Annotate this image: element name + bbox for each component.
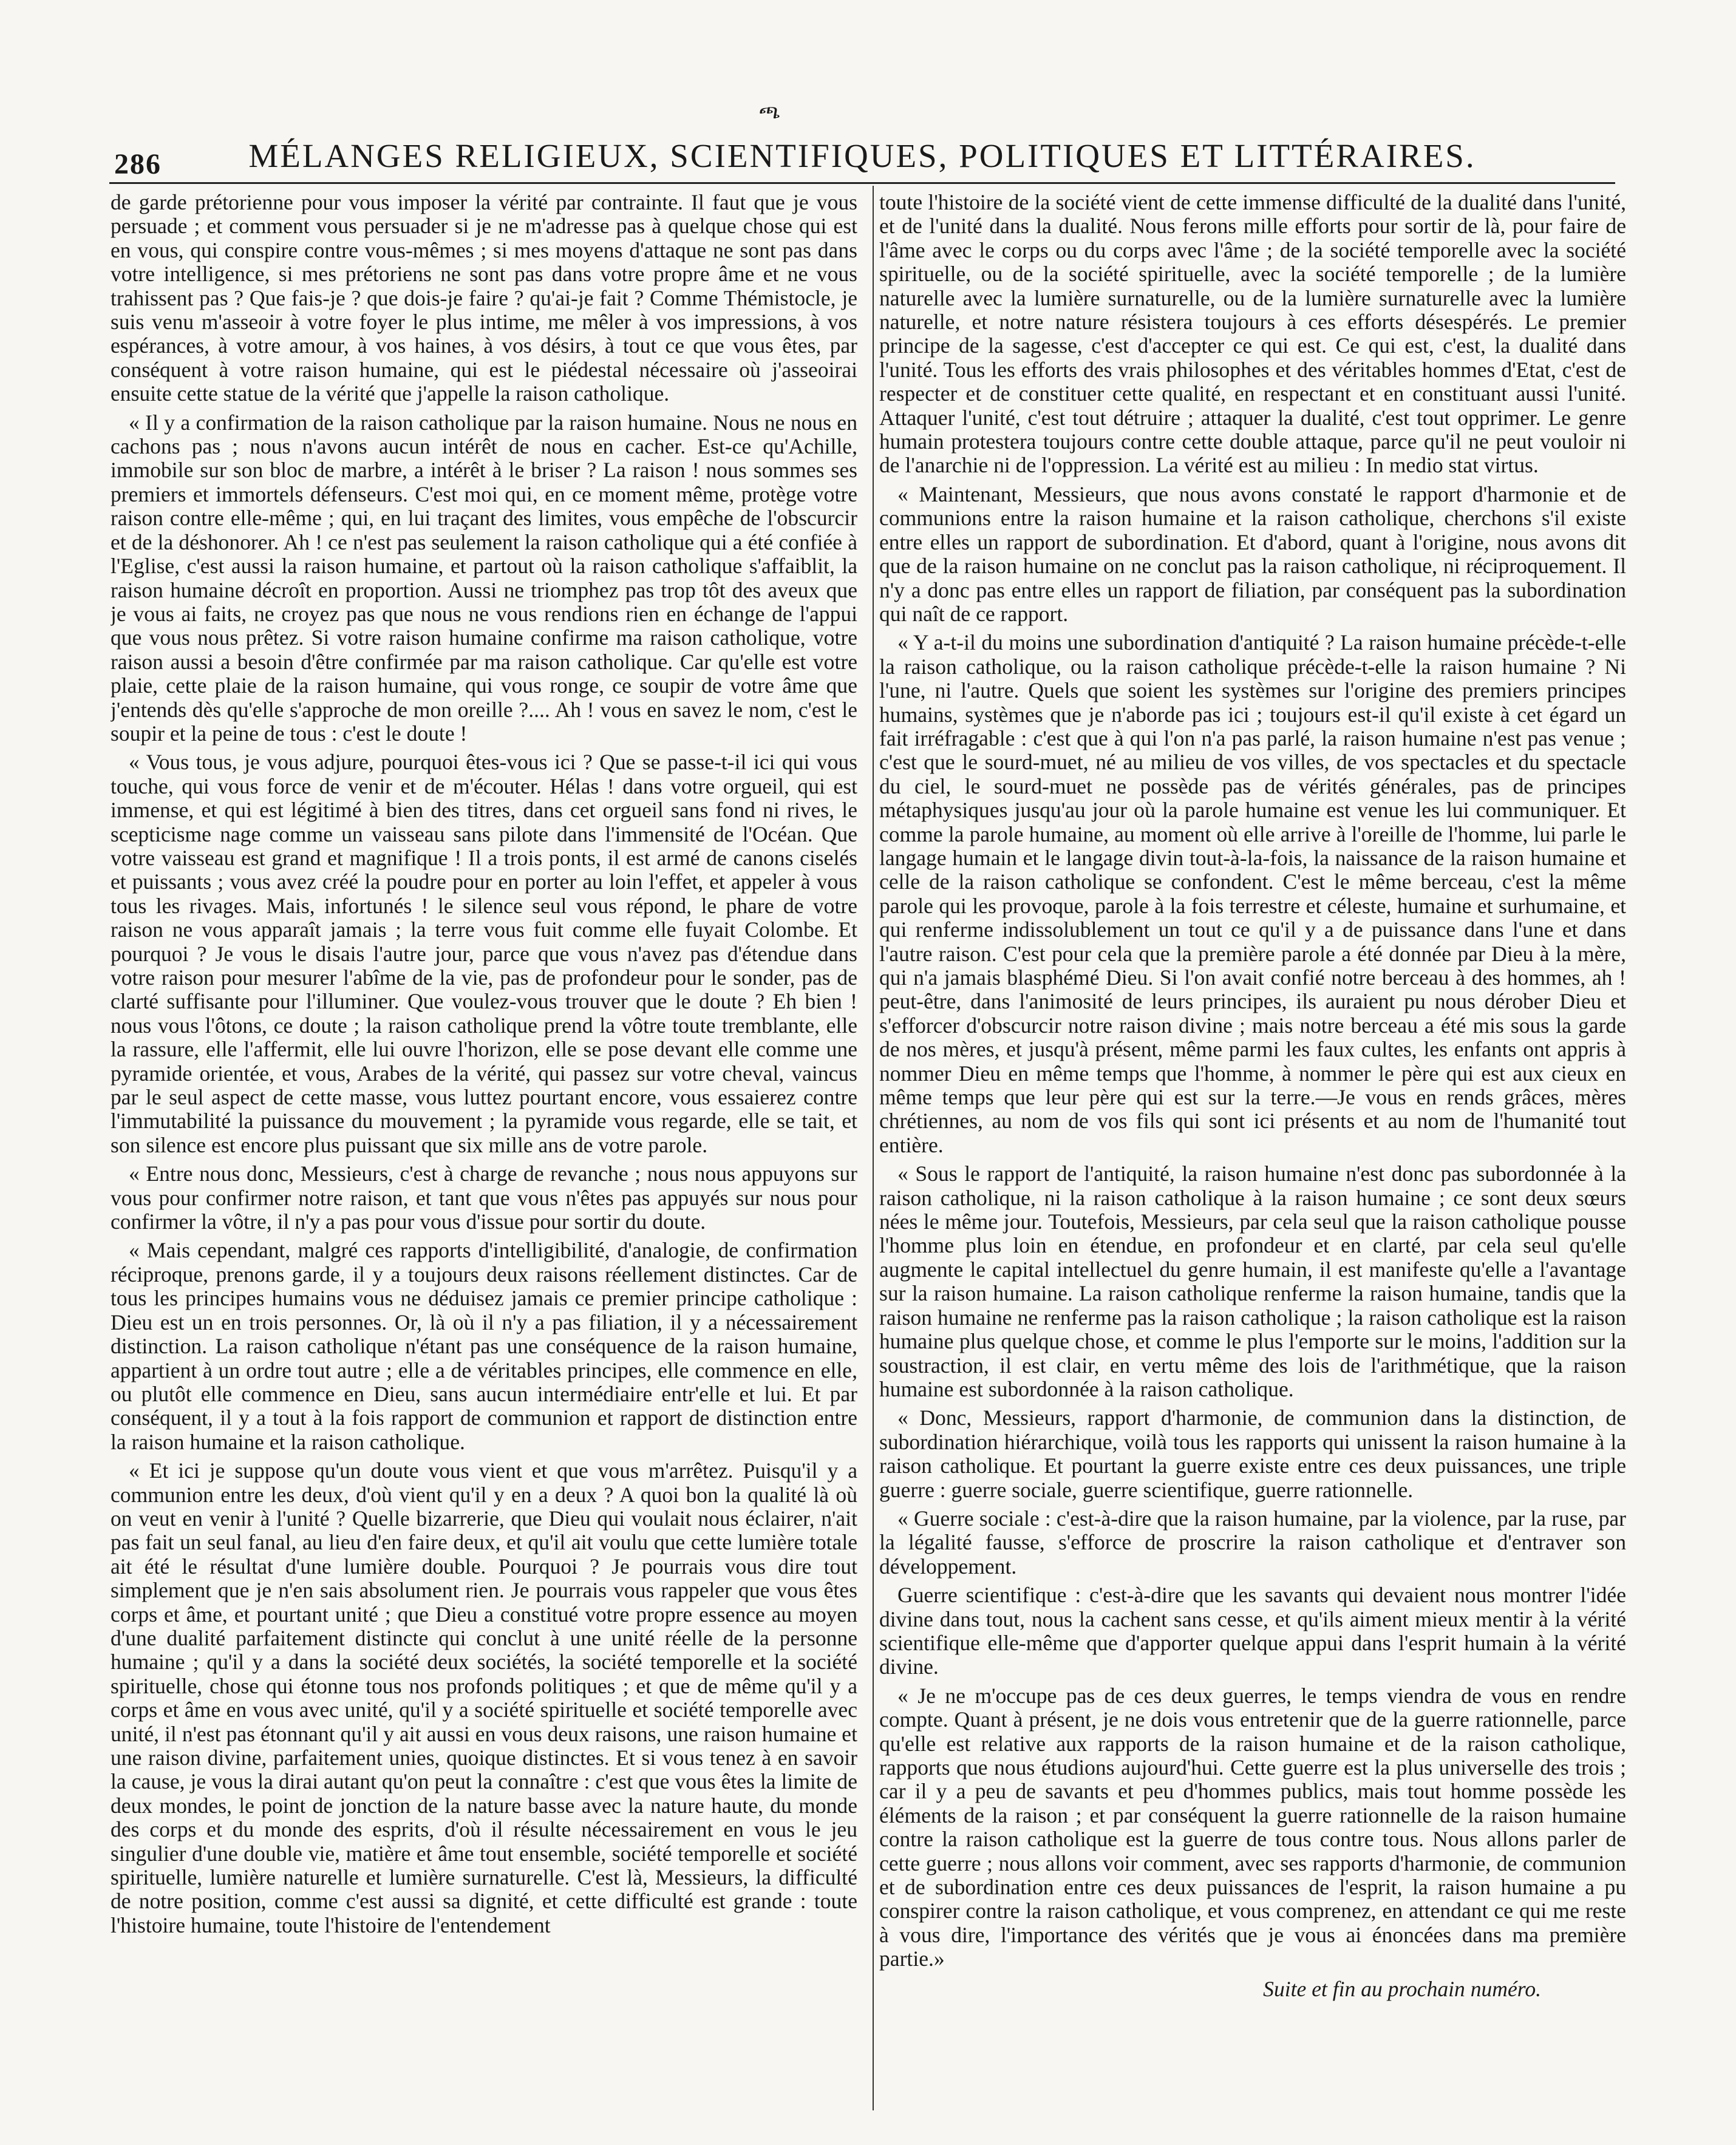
page-number: 286 bbox=[114, 148, 162, 180]
top-ornament: ጫ bbox=[759, 101, 781, 123]
running-title: MÉLANGES RELIGIEUX, SCIENTIFIQUES, POLITIQUES ET LITTÉRAIRES. bbox=[248, 137, 1476, 174]
paragraph: Guerre scientifique : c'est-à-dire que les savants qui devaient nous montrer l'idée divine dans tout, nous la cachent sans cesse, et qu'ils aiment mieux mentir à la vérité scientifique elle-même que d'apporter quelque appui dans l'esprit humain à la vérité divine. bbox=[879, 1583, 1626, 1679]
page-header bbox=[109, 137, 1615, 185]
right-column bbox=[879, 191, 1626, 2103]
paragraph: « Y a-t-il du moins une subordination d'antiquité ? La raison humaine précède-t-elle la raison catholique, ou la raison catholique précède-t-elle la raison humaine ? Ni l'une, ni l'autre. Quels que soient les systèmes sur l'origine des premiers principes humains, systèmes que je n'aborde pas ici ; toujours est-il qu'il existe à cet égard un fait irréfragable : c'est que à qui l'on n'a pas parlé, la raison humaine n'est pas venue ; c'est que le sourd-muet, né au milieu de vos villes, de vos spectacles et du spectacle du ciel, le sourd-muet ne possède pas de vérités générales, pas de principes métaphysiques jusqu'au jour où la parole humaine est venue les lui communiquer. Et comme la parole humaine, au moment où elle arrive à l'oreille de l'homme, lui parle le langage humain et le langage divin tout-à-la-fois, la naissance de la raison humaine et celle de la raison catholique se confondent. C'est le même berceau, c'est la même parole qui les provoque, parole à la fois terrestre et céleste, humaine et surhumaine, et qui renferme indissolublement un tout ce qu'il y a de puissance dans l'une et dans l'autre raison. C'est pour cela que la première parole a été donnée par Dieu à la mère, qui n'a jamais blasphémé Dieu. Si l'on avait confié notre berceau à des hommes, ah ! peut-être, dans l'animosité de leurs principes, ils auraient pu nous dérober Dieu et s'efforcer d'obscurcir notre raison divine ; mais notre berceau a été mis sous la garde de nos mères, et jusqu'à présent, même parmi les faux cultes, les enfants ont appris à nommer Dieu en même temps que l'homme, à nommer le père qui est aux cieux en même temps que leur père qui est sur la terre.—Je vous en rends grâces, mères chrétiennes, au nom de vos fils qui sont ici présents et au nom de l'humanité tout entière. bbox=[879, 630, 1626, 1157]
continuation-note: Suite et fin au prochain numéro. bbox=[1263, 1976, 1541, 2001]
paragraph: « Maintenant, Messieurs, que nous avons constaté le rapport d'harmonie et de communions entre la raison humaine et la raison catholique, cherchons s'il existe entre elles un rapport de subordination. Et d'abord, quant à l'origine, nous avons dit que de la raison humaine on ne conclut pas la raison catholique, ni réciproquement. Il n'y a donc pas entre elles un rapport de filiation, par conséquent pas la subordination qui naît de ce rapport. bbox=[879, 481, 1626, 626]
paragraph: « Guerre sociale : c'est-à-dire que la raison humaine, par la violence, par la ruse, par la légalité fausse, s'efforce de proscrire la raison catholique et d'entraver son développement. bbox=[879, 1506, 1626, 1579]
paragraph: « Mais cependant, malgré ces rapports d'intelligibilité, d'analogie, de confirmation réciproque, prenons garde, il y a toujours deux raisons réellement distinctes. Car de tous les principes humains vous ne déduisez jamais ce premier principe catholique : Dieu est un en trois personnes. Or, là où il n'y a pas filiation, il y a nécessairement distinction. La raison catholique n'étant pas une conséquence de la raison humaine, appartient à un ordre tout autre ; elle a de véritables principes, elle commence en elle, ou plutôt elle commence en Dieu, sans aucun intermédiaire entr'elle et lui. Et par conséquent, il y a tout à la fois rapport de communion et rapport de distinction entre la raison humaine et la raison catholique. bbox=[111, 1238, 857, 1454]
paragraph: « Vous tous, je vous adjure, pourquoi êtes-vous ici ? Que se passe-t-il ici qui vous touche, qui vous force de venir et de m'écouter. Hélas ! dans votre orgueil, qui est immense, et qui est légitimé à bien des titres, dans cet orgueil sans fond ni rives, le scepticisme nage comme un vaisseau sans pilote dans l'immensité de l'Océan. Que votre vaisseau est grand et magnifique ! Il a trois ponts, il est armé de canons ciselés et puissants ; vous avez créé la poudre pour en porter au loin l'effet, et appeler à vous tous les rivages. Mais, infortunés ! le silence seul vous répond, le phare de votre raison ne vous apparaît jamais ; la terre vous fuit comme elle fuyait Colombe. Et pourquoi ? Je vous le disais l'autre jour, parce que vous n'avez pas d'étendue dans votre raison pour mesurer l'abîme de la vie, pas de profondeur pour le sonder, pas de clarté suffisante pour l'illuminer. Que voulez-vous trouver que le doute ? Eh bien ! nous vous l'ôtons, ce doute ; la raison catholique prend la vôtre toute tremblante, elle la rassure, elle l'affermit, elle lui ouvre l'horizon, elle se pose devant elle comme une pyramide orientée, et vous, Arabes de la vérité, qui passez sur votre cheval, vaincus par le seul aspect de cette masse, vous luttez pourtant encore, vous essaierez contre l'immutabilité la puissance du mouvement ; la pyramide vous regarde, elle se tait, et son silence est encore plus puissant que six mille ans de votre parole. bbox=[111, 750, 857, 1157]
paragraph: toute l'histoire de la société vient de cette immense difficulté de la dualité dans l'unité, et de l'unité dans la dualité. Nous ferons mille efforts pour sortir de là, pour faire de l'âme avec le corps ou du corps avec l'âme ; de la société temporelle avec la société spirituelle, ou de la société spirituelle, avec la société temporelle ; de la lumière naturelle avec la lumière surnaturelle, ou de la lumière surnaturelle avec la lumière naturelle, et notre nature résistera toujours à ces efforts désespérés. Le premier principe de la sagesse, c'est d'accepter ce qui est. Ce qui est, c'est, la dualité dans l'unité. Tous les efforts des vrais philosophes et des véritables hommes d'Etat, c'est de respecter et de constituer cette qualité, en respectant et en constituant aussi l'unité. Attaquer l'unité, c'est tout détruire ; attaquer la dualité, c'est tout opprimer. Le genre humain protestera toujours contre cette double attaque, parce qu'il ne peut vouloir ni de l'anarchie ni de l'oppression. La vérité est au milieu : In medio stat virtus. bbox=[879, 191, 1626, 478]
column-divider bbox=[873, 186, 874, 2110]
paragraph: de garde prétorienne pour vous imposer la vérité par contrainte. Il faut que je vous persuade ; et comment vous persuader si je ne m'adresse pas à quelque chose qui est en vous, qui conspire contre vous-mêmes ; si mes moyens d'attaque ne sont pas dans votre intelligence, si mes prétoriens ne sont pas dans votre propre âme et ne vous trahissent pas ? Que fais-je ? que dois-je faire ? qu'ai-je fait ? Comme Thémistocle, je suis venu m'asseoir à votre foyer le plus intime, me mêler à vos impressions, à vos espérances, à votre amour, à vos haines, à vos désirs, à tout ce que vous êtes, par conséquent à votre raison humaine, qui est le piédestal nécessaire où j'asseoirai ensuite cette statue de la vérité que j'appelle la raison catholique. bbox=[111, 191, 857, 406]
paragraph: « Je ne m'occupe pas de ces deux guerres, le temps viendra de vous en rendre compte. Quant à présent, je ne dois vous entretenir que de la guerre rationnelle, parce qu'elle est relative aux rapports de la raison humaine et de la raison catholique, rapports que nous étudions aujourd'hui. Cette guerre est la plus universelle des trois ; car il y a peu de savants et peu d'hommes publics, mais tout homme possède les éléments de la raison ; et par conséquent la guerre rationnelle de la raison humaine contre la raison catholique est la guerre de tous contre tous. Nous allons parler de cette guerre ; nous allons voir comment, avec ses rapports d'harmonie, de communion et de subordination entre ces deux puissances de l'esprit, la raison humaine a pu conspirer contre la raison catholique, et vous comprenez, en attendant ce qui me reste à vous dire, l'importance des vérités que je vous ai énoncées dans ma première partie.» bbox=[879, 1683, 1626, 1971]
left-column bbox=[111, 191, 857, 2103]
paragraph: « Entre nous donc, Messieurs, c'est à charge de revanche ; nous nous appuyons sur vous pour confirmer notre raison, et tant que vous n'êtes pas appuyés sur nous pour confirmer la vôtre, il n'y a pas pour vous d'issue pour sortir du doute. bbox=[111, 1161, 857, 1234]
header-rule bbox=[109, 182, 1615, 184]
paragraph: « Sous le rapport de l'antiquité, la raison humaine n'est donc pas subordonnée à la raison catholique, ni la raison catholique à la raison humaine ; ce sont deux sœurs nées le même jour. Toutefois, Messieurs, par cela seul que la raison catholique pousse l'homme plus loin en étendue, en profondeur et en clarté, par cela seul qu'elle augmente le capital intellectuel du genre humain, il est manifeste qu'elle a l'avantage sur la raison humaine. La raison catholique renferme la raison humaine, tandis que la raison humaine ne renferme pas la raison catholique ; la raison catholique est la raison humaine plus quelque chose, et comme le plus l'emporte sur le moins, l'addition sur la soustraction, il est clair, en vertu même des lois de l'arithmétique, que la raison humaine est subordonnée à la raison catholique. bbox=[879, 1161, 1626, 1401]
paragraph: « Il y a confirmation de la raison catholique par la raison humaine. Nous ne nous en cachons pas ; nous n'avons aucun intérêt de nous en cacher. Est-ce qu'Achille, immobile sur son bloc de marbre, a intérêt à le briser ? La raison ! nous sommes ses premiers et immortels défenseurs. C'est moi qui, en ce moment même, protège votre raison contre elle-même ; qui, en lui traçant des limites, vous empêche de l'obscurcir et de la déshonorer. Ah ! ce n'est pas seulement la raison catholique qui a été confiée à l'Eglise, c'est aussi la raison humaine, et partout où la raison catholique s'affaiblit, la raison humaine décroît en proportion. Aussi ne triomphez pas trop tôt des aveux que je vous ai faits, ne croyez pas que nous ne vous rendions rien en échange de l'appui que vous nous prêtez. Si votre raison humaine confirme ma raison catholique, votre raison aussi a besoin d'être confirmée par ma raison catholique. Car qu'elle est votre plaie, cette plaie de la raison humaine, qui vous ronge, ce soupir de votre âme que j'entends dès qu'elle s'approche de mon oreille ?.... Ah ! vous en savez le nom, c'est le soupir et la peine de tous : c'est le doute ! bbox=[111, 410, 857, 746]
paragraph: « Donc, Messieurs, rapport d'harmonie, de communion dans la distinction, de subordination hiérarchique, voilà tous les rapports qui unissent la raison humaine à la raison catholique. Et pourtant la guerre existe entre ces deux puissances, une triple guerre : guerre sociale, guerre scientifique, guerre rationnelle. bbox=[879, 1406, 1626, 1502]
paragraph: « Et ici je suppose qu'un doute vous vient et que vous m'arrêtez. Puisqu'il y a communion entre les deux, d'où vient qu'il y en a deux ? A quoi bon la qualité là où on veut en venir à l'unité ? Quelle bizarrerie, que Dieu qui voulait nous éclairer, n'ait pas fait un seul fanal, au lieu d'en faire deux, et qu'il ait voulu que cette lumière totale ait été le résultat d'une lumière double. Pourquoi ? Je pourrais vous dire tout simplement que je n'en sais absolument rien. Je pourrais vous rappeler que vous êtes corps et âme, et pourtant unité ; que Dieu a constitué votre propre essence au moyen d'une dualité parfaitement distincte qui conclut à une unité réelle de la personne humaine ; qu'il y a dans la société deux sociétés, la société temporelle et la société spirituelle, chose qui étonne tous nos profonds politiques ; et que de même qu'il y a corps et âme en vous avec unité, qu'il y a société spirituelle et société temporelle avec unité, il n'est pas étonnant qu'il y ait aussi en vous deux raisons, une raison humaine et une raison divine, parfaitement unies, quoique distinctes. Et si vous tenez à en savoir la cause, je vous la dirai autant qu'on peut la connaître : c'est que vous êtes la limite de deux mondes, le point de jonction de la nature basse avec la nature haute, du monde des corps et du monde des esprits, d'où il résulte nécessairement en vous le jeu singulier d'une double vie, matière et âme tout ensemble, société temporelle et société spirituelle, lumière naturelle et lumière surnaturelle. C'est là, Messieurs, la difficulté de notre position, comme c'est aussi sa dignité, et cette difficulté est grande : toute l'histoire humaine, toute l'histoire de l'entendement bbox=[111, 1458, 857, 1937]
